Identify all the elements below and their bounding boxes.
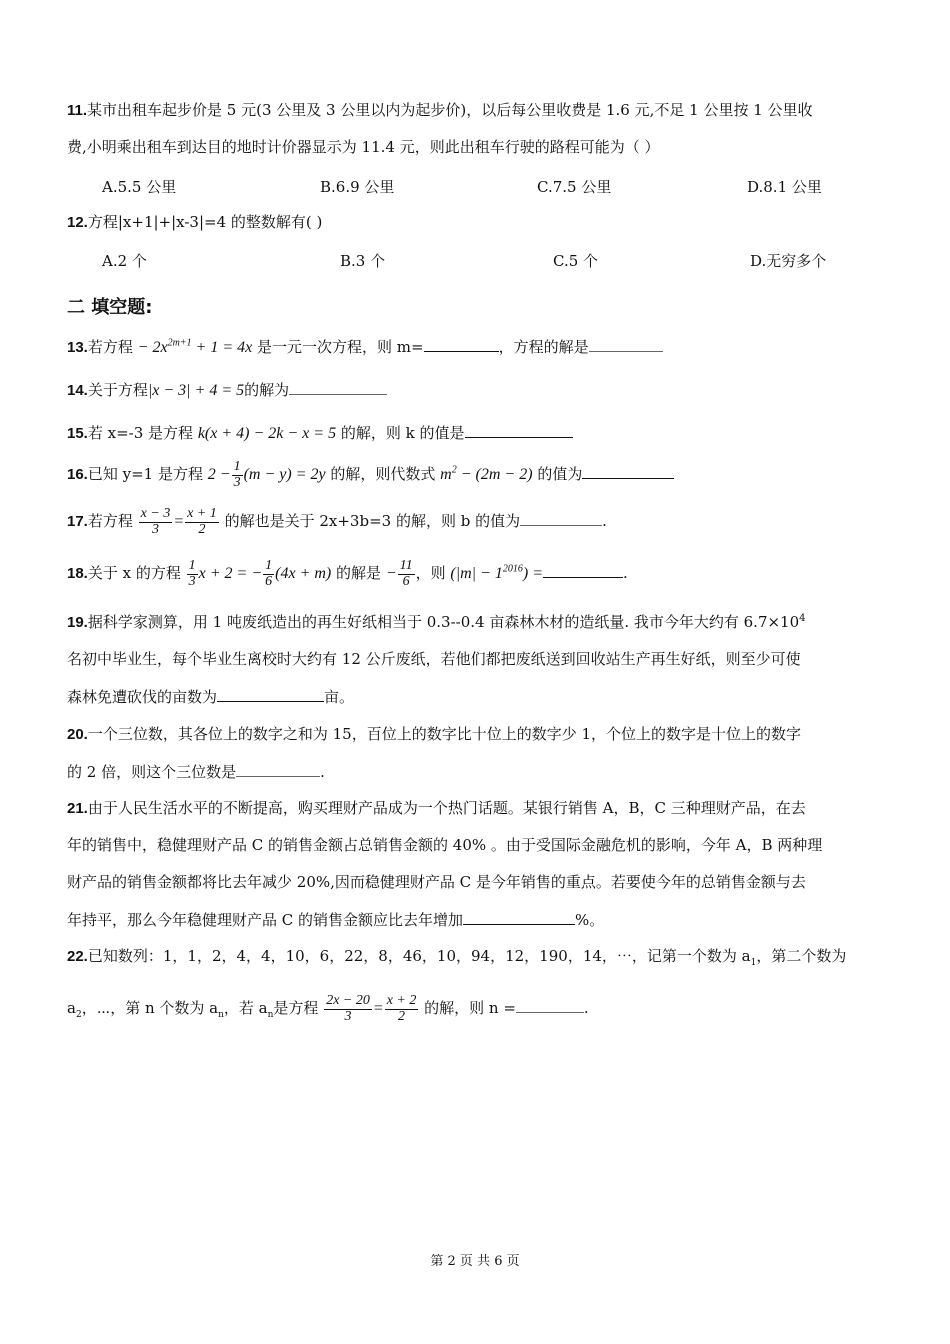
q14-number: 14. [67,382,88,399]
q19-line3 [67,687,890,706]
q21-post: %。 [575,911,605,929]
q18-number: 18. [67,564,88,582]
q13-equation: − $2x^{2m+1} + 1 = 4x$ [137,337,253,356]
q22-post: . [583,998,589,1017]
q22-text-2b: ，⋯，第 n 个数为 a [81,998,219,1017]
q22-text-2c: ，若 a [223,998,268,1017]
q17-equation: $\frac{x - 3}{3}$ = $\frac{x + 1}{2}$ [140,506,217,537]
q16-equation: 2 − $\frac{1}{3}$ (m − y) = 2y [207,459,326,490]
q15-line [67,423,890,443]
q13-number: 13. [67,339,88,356]
q22-sub-n: n [218,1009,224,1020]
q19-text-1: 据科学家测算，用 1 吨废纸造出的再生好纸相当于 0.3--0.4 亩森林木材的造纸量. 我市今年大约有 6.7×10 [87,613,800,631]
q22-text-1b: ，第二个数为 [756,947,847,965]
q14-post: 的解为 [244,381,290,399]
q12-option-b[interactable]: B.3 个 [340,252,386,270]
q11-option-c[interactable]: C.7.5 公里 [537,178,612,196]
q16-post: 的值为 [537,464,583,483]
q20-number: 20. [67,726,88,743]
q12-text: 方程|x+1|+|x-3|=4 的整数解有( ) [87,213,323,231]
q22-number: 22. [67,948,88,965]
page-footer: 第 2 页 共 6 页 [430,1254,520,1269]
q18-solution: − $\frac{11}{6}$ [385,558,413,589]
q22-line2 [67,994,890,1024]
section-heading: 二 填空题: [67,297,153,318]
q18-post: . [623,563,628,582]
q13-blank-m[interactable] [424,337,499,352]
q22-text-2d: 是方程 [273,998,319,1017]
q21-text-3: 财产品的销售金额都将比去年减少 20%,因而稳健理财产品 C 是今年销售的重点。若要使今年的总销售金额与去 [67,873,806,891]
q22-line1 [67,947,890,969]
q21-line3 [67,873,890,891]
q22-sub-2: 2 [75,1009,82,1020]
q15-pre: 若 x=-3 是方程 [87,424,194,442]
q16-fraction: $\frac{1}{3}$ [233,459,241,490]
q22-blank[interactable] [516,998,584,1013]
q19-exponent: 4 [799,613,806,624]
q22-sub-n2: n [267,1009,274,1020]
q15-equation: k(x + 4) − 2k − x = 5 [197,425,337,442]
q12-option-a[interactable]: A.2 个 [102,252,147,270]
q16-line [67,460,890,490]
q14-line [67,380,890,400]
q18-pre: 关于 x 的方程 [87,563,181,582]
q19-text-3: 森林免遭砍伐的亩数为 [67,688,218,706]
q20-post: . [320,763,325,781]
q18-blank[interactable] [543,563,623,578]
q13-mid: 是一元一次方程，则 m= [257,338,424,356]
q21-text-1: 由于人民生活水平的不断提高，购买理财产品成为一个热门话题。某银行销售 A，B，C 三种理财产品，在去 [87,799,806,817]
q18-mid: 的解是 [336,563,382,582]
q16-expression: $m^2 - (2m - 2)$ [440,464,533,483]
q22-text-2e: 的解，则 n = [424,998,516,1017]
q11-line2 [67,138,890,156]
q18-equation: $\frac{1}{3}$ x + 2 = − $\frac{1}{6}$ (4x + m) [188,558,332,589]
q22-equation: $\frac{2x - 20}{3}$ = $\frac{x + 2}{2}$ [326,993,417,1024]
q11-option-a[interactable]: A.5.5 公里 [102,178,177,196]
q15-blank[interactable] [465,423,573,438]
q13-line [67,337,890,357]
q19-post: 亩。 [324,688,355,706]
q20-line2 [67,762,890,781]
q18-expression: $(|m| - 1^{2016})$ = [450,563,543,582]
q22-a2: a [67,998,76,1017]
q14-equation: |x − 3| + 4 = 5 [147,382,245,399]
q16-number: 16. [67,465,88,483]
q20-blank[interactable] [236,762,320,777]
q17-blank[interactable] [520,511,602,526]
q12-number: 12. [67,214,88,231]
q19-line1 [67,613,890,632]
q17-line [67,507,890,537]
q13-blank-solution[interactable] [589,337,663,352]
q21-text-2: 年的销售中，稳健理财产品 C 的销售金额占总销售金额的 40% 。由于受国际金融危机的影响，今年 A，B 两种理 [67,836,823,854]
q11-line1 [67,101,890,120]
q15-post: 的解，则 k 的值是 [340,424,465,442]
q19-number: 19. [67,614,88,631]
q13-exponent: 2m+1 [167,337,192,349]
q22-text-1: 已知数列：1，1，2，4，4，10，6，22，8，46，10，94，12，190，14，⋯，记第一个数为 a [87,947,751,965]
q12-option-d[interactable]: D.无穷多个 [750,252,827,270]
q15-number: 15. [67,425,88,442]
q20-text-2: 的 2 倍，则这个三位数是 [67,763,237,781]
q11-option-d[interactable]: D.8.1 公里 [747,178,822,196]
q11-options [0,176,950,196]
q17-post: . [602,511,607,530]
q17-pre: 若方程 [87,511,133,530]
q12-options [0,250,950,270]
q20-line1 [67,725,890,744]
q12-option-c[interactable]: C.5 个 [553,252,599,270]
q21-number: 21. [67,800,88,817]
q21-line1 [67,799,890,818]
q16-mid: 的解，则代数式 [330,464,436,483]
q19-line2 [67,650,890,668]
q19-text-2: 名初中毕业生，每个毕业生离校时大约有 12 公斤废纸，若他们都把废纸送到回收站生产再生好纸，则至少可使 [67,650,801,668]
q18-mid2: ，则 [415,563,446,582]
q17-number: 17. [67,512,88,530]
q14-blank[interactable] [289,380,387,395]
q12-line [67,213,890,232]
q13-pre: 若方程 [87,338,133,356]
q11-option-b[interactable]: B.6.9 公里 [320,178,395,196]
q11-text-2: 费,小明乘出租车到达目的地时计价器显示为 11.4 元，则此出租车行驶的路程可能为（ ） [67,138,660,156]
q21-blank[interactable] [463,910,575,925]
q11-text-1: 某市出租车起步价是 5 元(3 公里及 3 公里以内为起步价)，以后每公里收费是 1.6 元,不足 1 公里按 1 公里收 [87,101,813,119]
q14-pre: 关于方程 [87,381,148,399]
q22-sub-1: 1 [750,958,757,968]
q13-mid2: ，方程的解是 [498,338,589,356]
q21-text-4: 年持平，那么今年稳健理财产品 C 的销售金额应比去年增加 [67,911,464,929]
q11-number: 11. [67,102,88,119]
q16-blank[interactable] [582,464,674,479]
q21-line2 [67,836,890,854]
q21-line4 [67,910,890,929]
q18-line [67,559,890,589]
q19-blank[interactable] [217,687,324,702]
q16-pre: 已知 y=1 是方程 [87,464,203,483]
q20-text-1: 一个三位数，其各位上的数字之和为 15，百位上的数字比十位上的数字少 1，个位上的数字是十位上的数字 [87,725,802,743]
q17-mid: 的解也是关于 2x+3b=3 的解，则 b 的值为 [224,511,521,530]
